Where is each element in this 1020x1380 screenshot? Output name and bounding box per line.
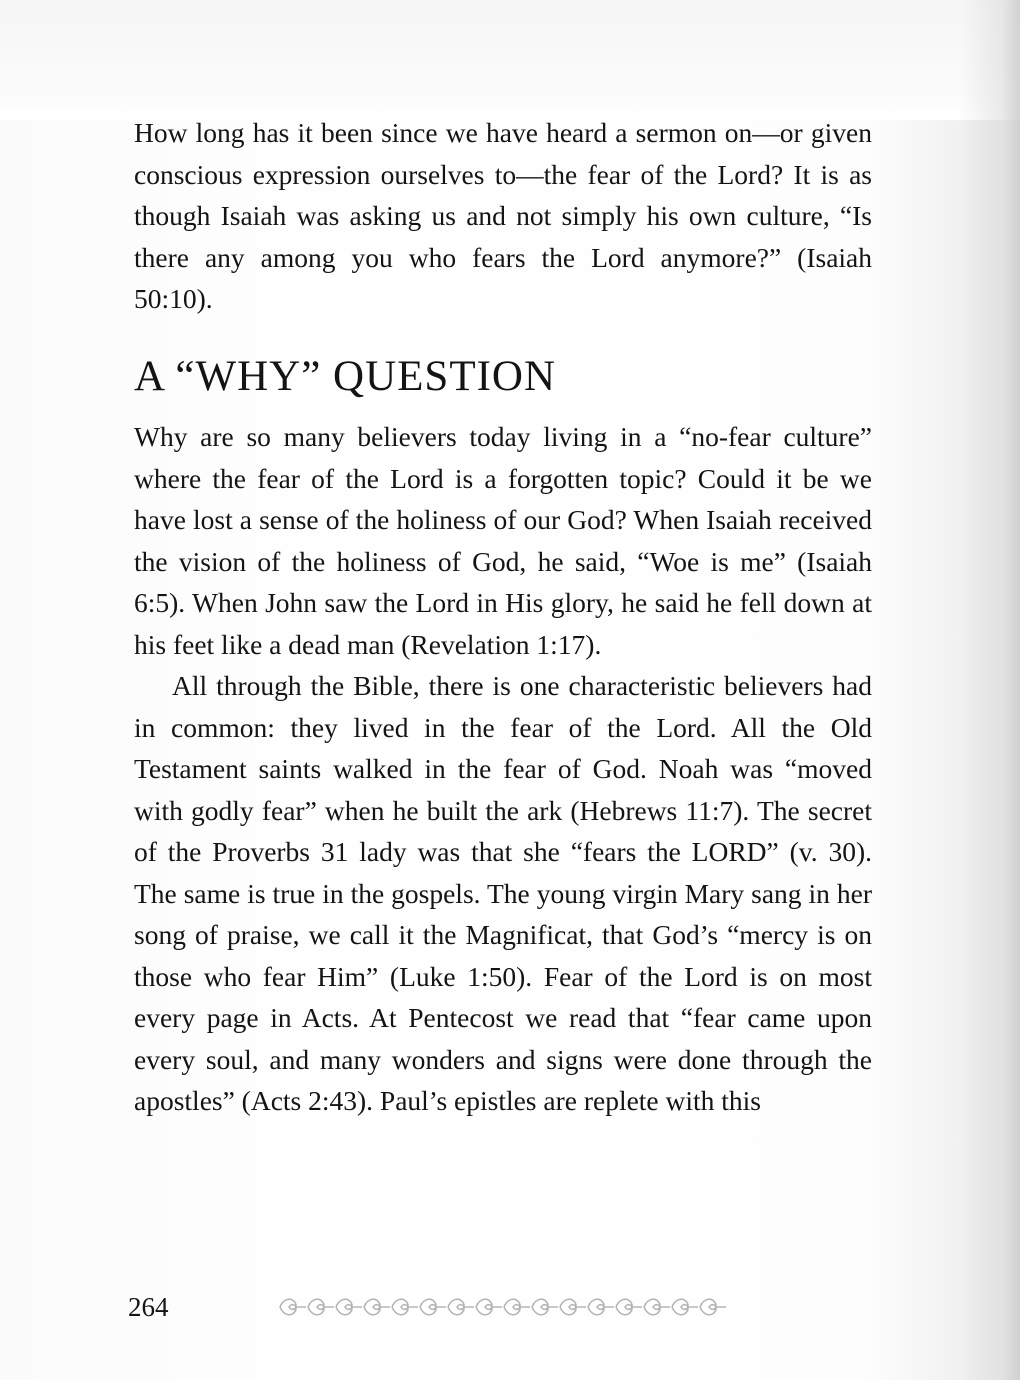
ornament-swirl: [364, 1299, 390, 1315]
ornament-swirl: [672, 1299, 698, 1315]
ornament-swirl: [476, 1299, 502, 1315]
ornament-swirl: [532, 1299, 558, 1315]
ornament-swirl: [504, 1299, 530, 1315]
ornament-swirl: [420, 1299, 446, 1315]
body-section: [134, 416, 872, 1122]
scroll-ornament-icon: [278, 1294, 726, 1320]
page-top-shade: [0, 0, 1020, 120]
page-gutter-shadow: [960, 0, 1020, 1380]
ornament-swirl: [336, 1299, 362, 1315]
ornament-swirl: [700, 1299, 726, 1315]
ornament-swirl: [448, 1299, 474, 1315]
ornament-swirl: [280, 1299, 306, 1315]
body-paragraph: All through the Bible, there is one characteristic believers had in common: they lived in the fear of the Lord. All the Old Testament saints walked in the fear of God. Noah was “moved with godly fear” when he built the ark (Hebrews 11:7). The secret of the Proverbs 31 lady was that she “fears the LORD” (v. 30). The same is true in the gospels. The young virgin Mary sang in her song of praise, we call it the Magnificat, that God’s “mercy is on those who fear Him” (Luke 1:50). Fear of the Lord is on most every page in Acts. At Pentecost we read that “fear came upon every soul, and many wonders and signs were done through the apostles” (Acts 2:43). Paul’s epistles are replete with this: [134, 670, 872, 1116]
body-paragraph: Why are so many believers today living in a “no-fear culture” where the fear of the Lord is a forgotten topic? Could it be we have lost a sense of the holiness of our God? When Isaiah received the vision of the holiness of God, he said, “Woe is me” (Isaiah 6:5). When John saw the Lord in His glory, he said he fell down at his feet like a dead man (Revelation 1:17).: [134, 421, 872, 660]
ornament-swirl: [392, 1299, 418, 1315]
intro-paragraph: How long has it been since we have heard a sermon on—or given conscious expression ourselves to—the fear of the Lord? It is as though Isaiah was asking us and not simply his own culture, “Is there any among you who fears the Lord anymore?” (Isaiah 50:10).: [134, 117, 872, 314]
intro-section: [134, 112, 872, 320]
ornament-swirl: [644, 1299, 670, 1315]
page-number: 264: [128, 1292, 169, 1322]
ornament-swirl: [588, 1299, 614, 1315]
ornament-swirl: [560, 1299, 586, 1315]
ornament-swirl: [308, 1299, 334, 1315]
section-heading: A “WHY” QUESTION: [134, 353, 557, 400]
ornament-swirl: [616, 1299, 642, 1315]
